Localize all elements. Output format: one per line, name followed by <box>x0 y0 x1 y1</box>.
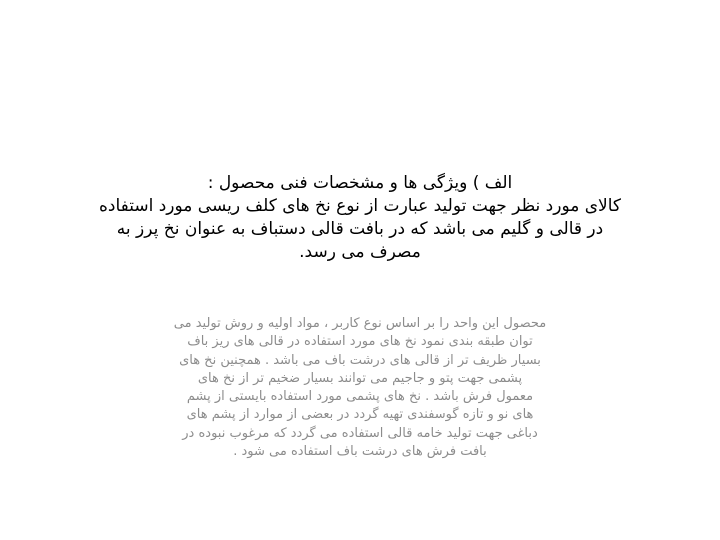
title-line-2: کالای مورد نظر جهت تولید عبارت از نوع نخ های کلف ریسی مورد استفاده <box>98 196 622 216</box>
body-line-1: محصول این واحد را بر اساس نوع کاربر ، مواد اولیه و روش تولید می <box>173 316 547 331</box>
body-line-6: های نو و تازه گوسفندی تهیه گردد در بعضی از موارد از پشم های <box>186 407 534 423</box>
body-line-8: بافت فرش های درشت باف استفاده می شود . <box>233 444 487 460</box>
body-line-4: پشمی جهت پتو و جاجیم می توانند بسیار ضخیم تر از نخ های <box>197 370 523 386</box>
body-line-7: دباغی جهت تولید خامه قالی استفاده می گردد که مرغوب نبوده در <box>182 425 538 441</box>
title-line-1: الف ) ویژگی ها و مشخصات فنی محصول : <box>207 173 513 193</box>
slide-body-text <box>90 315 630 461</box>
title-line-3: در قالی و گلیم می باشد که در بافت قالی دستباف به عنوان نخ پرز به <box>116 219 604 239</box>
body-line-5: معمول فرش باشد . نخ های پشمی مورد استفاده بایستی از پشم <box>186 389 534 405</box>
body-line-3: بسیار ظریف تر از قالی های درشت باف می باشد . همچنین نخ های <box>179 352 541 368</box>
slide-title <box>40 172 680 264</box>
title-line-4: مصرف می رسد. <box>299 242 421 262</box>
body-line-2: توان طبقه بندی نمود نخ های مورد استفاده در قالی های ریز باف <box>187 334 533 350</box>
